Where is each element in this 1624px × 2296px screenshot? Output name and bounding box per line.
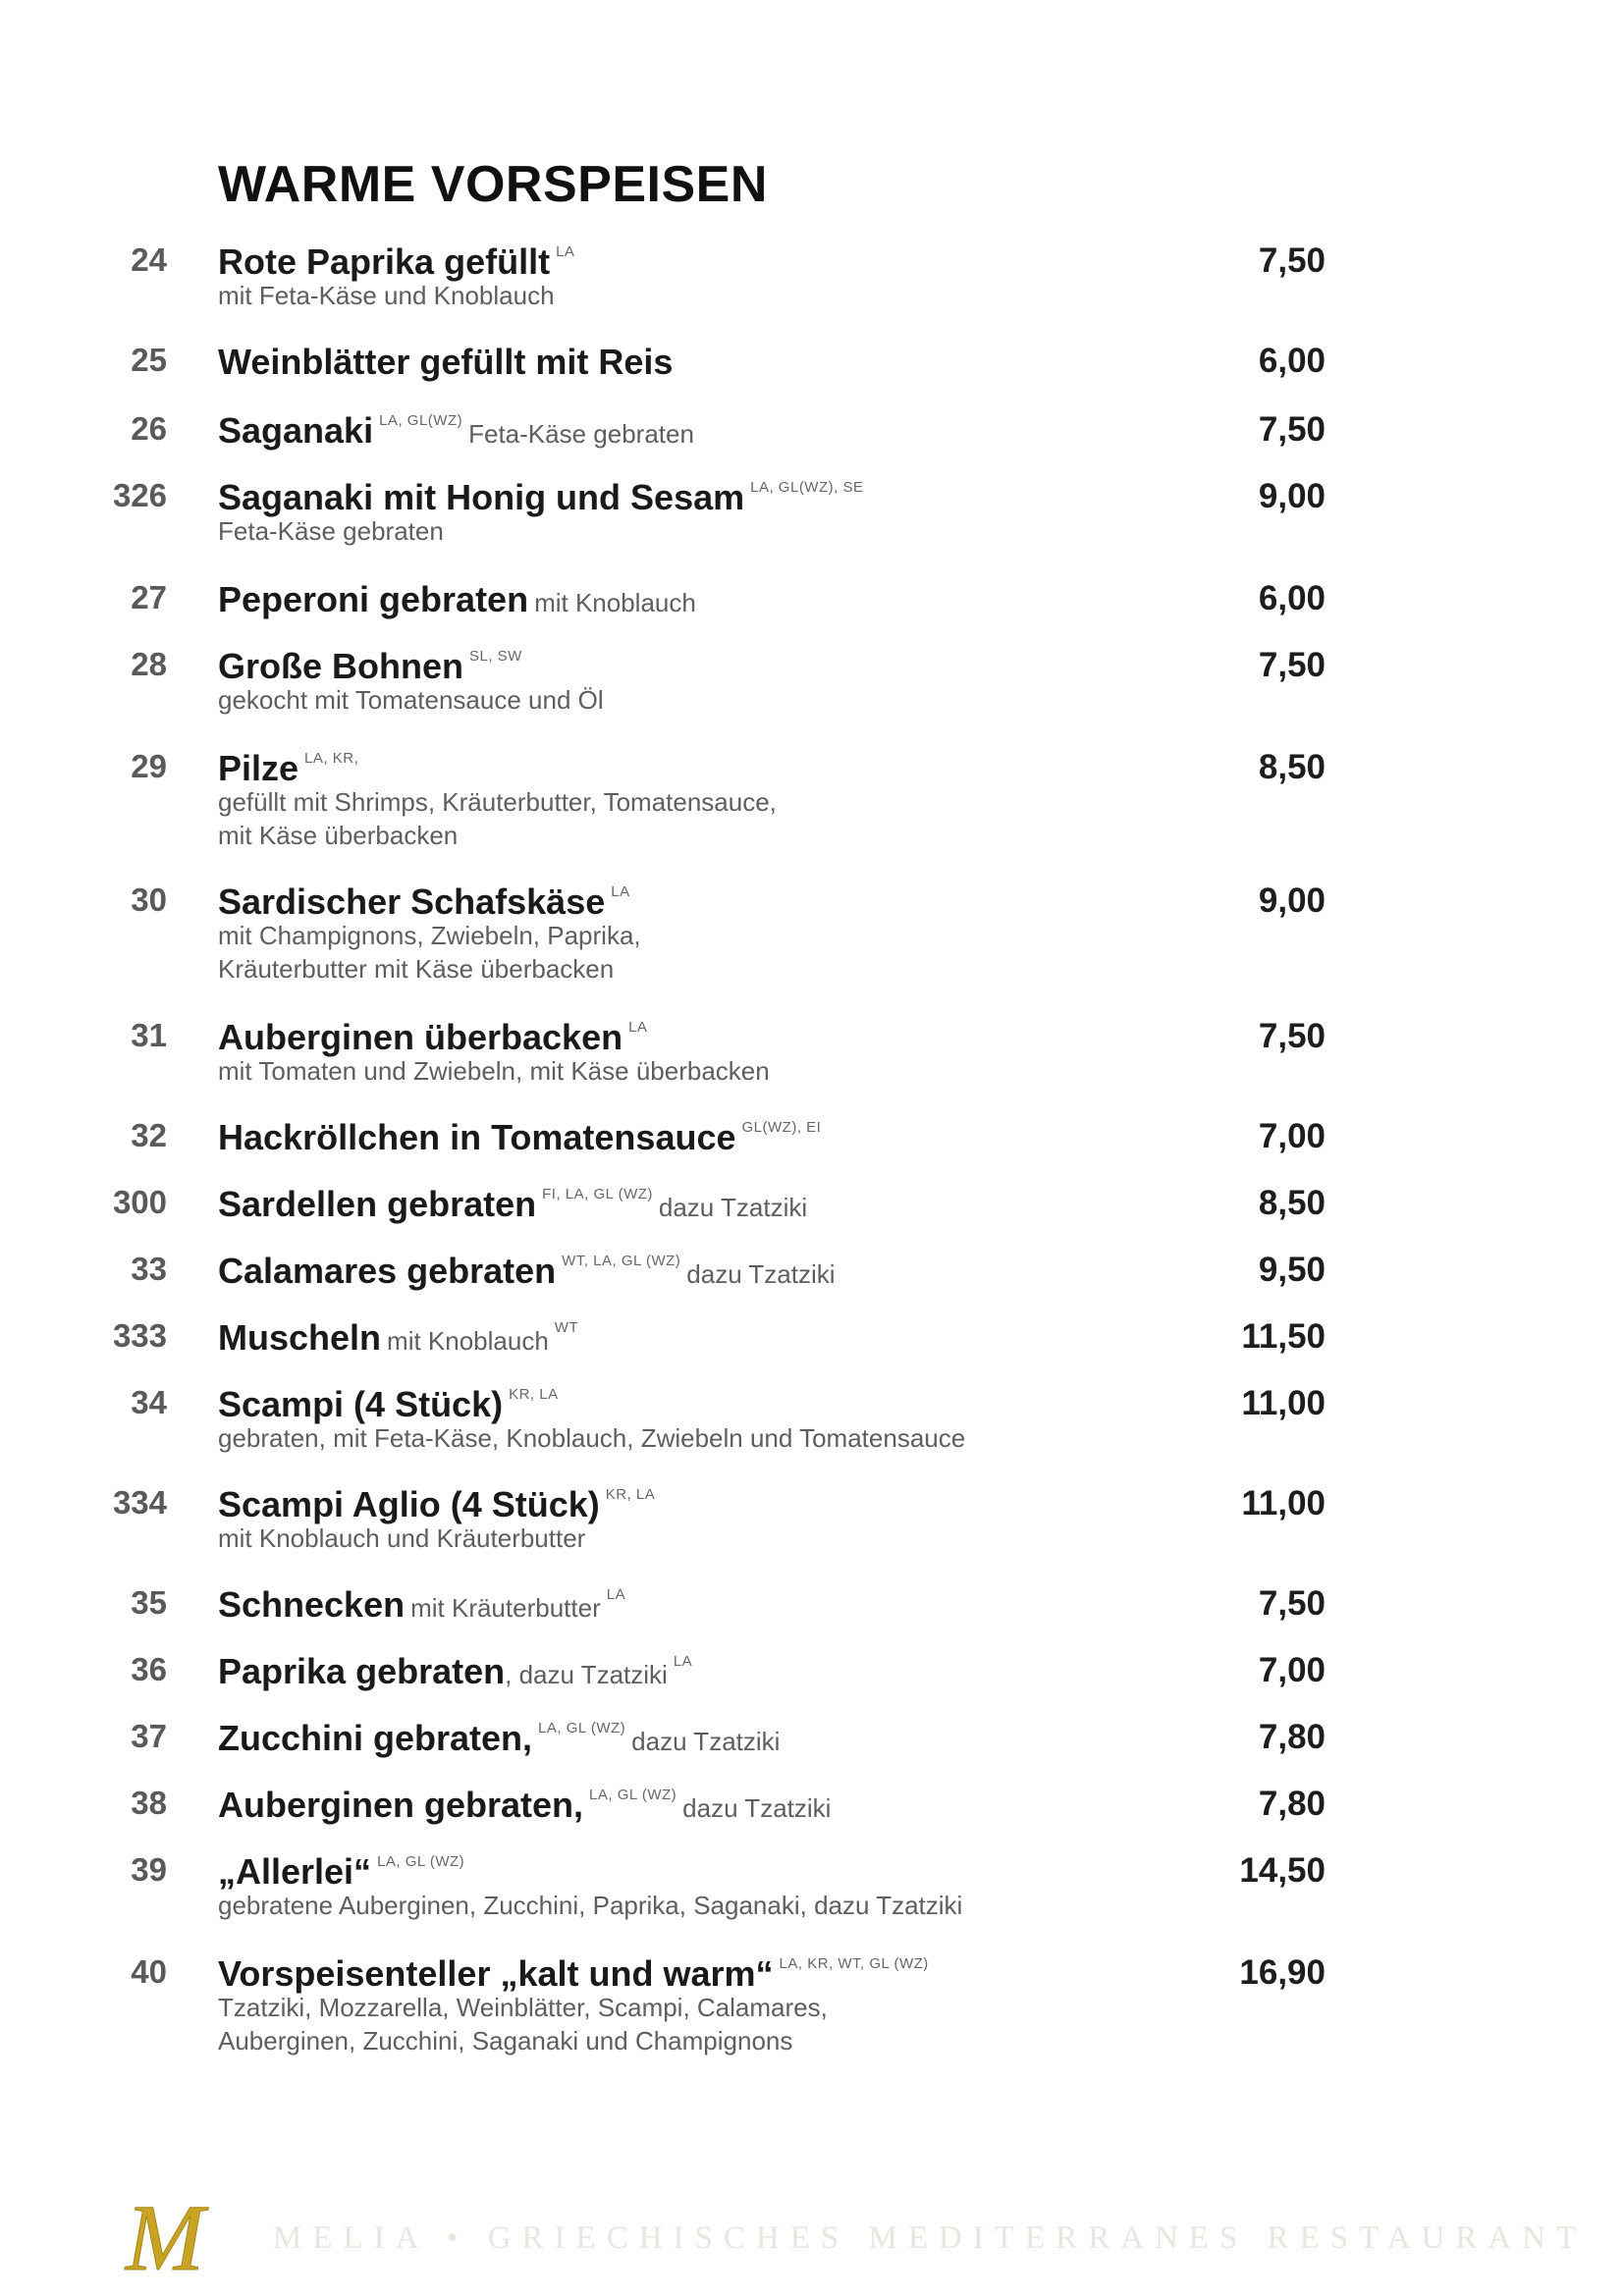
item-heading	[218, 1484, 655, 1525]
allergen-codes: LA, GL (WZ)	[377, 1853, 465, 1870]
item-price: 7,80	[1258, 1718, 1326, 1756]
item-heading	[218, 241, 574, 283]
allergen-codes: SL, SW	[469, 648, 522, 665]
item-number: 333	[112, 1317, 167, 1354]
allergen-codes: LA, GL(WZ), SE	[750, 479, 864, 496]
item-heading	[218, 1851, 464, 1893]
item-description: mit Feta-Käse und Knoblauch	[218, 281, 555, 310]
allergen-codes: GL(WZ), EI	[741, 1119, 822, 1136]
item-number: 27	[131, 579, 167, 615]
footer-tagline: MELIA • GRIECHISCHES MEDITERRANES RESTAURANT	[273, 2220, 1588, 2256]
item-number: 29	[131, 748, 167, 784]
allergen-codes: WT, LA, GL (WZ)	[562, 1253, 681, 1269]
item-heading	[218, 410, 694, 452]
item-heading	[218, 748, 358, 789]
item-price: 7,50	[1258, 646, 1326, 684]
item-name: Rote Paprika gefüllt	[218, 241, 551, 282]
item-description: Kräuterbutter mit Käse überbacken	[218, 954, 615, 984]
item-name: „Allerlei“	[218, 1851, 372, 1892]
item-name: Scampi (4 Stück)	[218, 1384, 504, 1424]
item-heading	[218, 1317, 578, 1359]
item-name: Große Bohnen	[218, 646, 463, 686]
item-name: Sardischer Schafskäse	[218, 881, 606, 922]
allergen-codes: LA, GL (WZ)	[589, 1787, 677, 1803]
item-inline-description: dazu Tzatziki	[631, 1727, 781, 1756]
allergen-codes: FI, LA, GL (WZ)	[542, 1186, 653, 1202]
item-description: gefüllt mit Shrimps, Kräuterbutter, Tomatensauce,	[218, 787, 777, 817]
allergen-codes: LA	[556, 243, 575, 260]
item-number: 32	[131, 1117, 167, 1153]
item-description: gebratene Auberginen, Zucchini, Paprika, Saganaki, dazu Tzatziki	[218, 1891, 963, 1920]
item-number: 36	[131, 1651, 167, 1687]
item-inline-description: Feta-Käse gebraten	[468, 419, 694, 449]
item-description: gekocht mit Tomatensauce und Öl	[218, 685, 604, 715]
item-name: Scampi Aglio (4 Stück)	[218, 1484, 600, 1524]
item-heading	[218, 1251, 836, 1292]
allergen-codes: WT	[554, 1319, 579, 1336]
item-description: Feta-Käse gebraten	[218, 516, 444, 546]
item-price: 7,50	[1258, 241, 1326, 280]
melia-logo	[106, 2191, 224, 2281]
item-name: Sardellen gebraten	[218, 1184, 537, 1224]
item-name: Pilze	[218, 748, 299, 788]
item-price: 7,80	[1258, 1785, 1326, 1823]
item-heading	[218, 1651, 692, 1692]
item-inline-description: dazu Tzatziki	[658, 1193, 808, 1222]
item-price: 8,50	[1258, 1184, 1326, 1222]
item-description: mit Käse überbacken	[218, 821, 459, 850]
item-heading	[218, 646, 522, 687]
item-price: 11,50	[1241, 1317, 1326, 1356]
allergen-codes: LA, GL(WZ)	[379, 412, 463, 429]
item-name: Peperoni gebraten	[218, 579, 529, 619]
item-inline-description: , dazu Tzatziki	[505, 1660, 668, 1689]
item-price: 9,50	[1258, 1251, 1326, 1289]
item-description: gebraten, mit Feta-Käse, Knoblauch, Zwiebeln und Tomatensauce	[218, 1423, 966, 1453]
allergen-codes: KR, LA	[509, 1386, 559, 1403]
item-price: 11,00	[1241, 1484, 1326, 1522]
item-heading	[218, 342, 673, 383]
item-number: 24	[131, 241, 167, 278]
item-number: 31	[131, 1017, 167, 1053]
allergen-codes: KR, LA	[605, 1486, 656, 1503]
item-number: 334	[112, 1484, 167, 1521]
allergen-codes: LA, GL (WZ)	[538, 1720, 626, 1736]
item-description: mit Champignons, Zwiebeln, Paprika,	[218, 921, 641, 950]
item-number: 37	[131, 1718, 167, 1754]
item-number: 26	[131, 410, 167, 447]
item-description: mit Tomaten und Zwiebeln, mit Käse überbacken	[218, 1056, 770, 1086]
item-price: 11,00	[1241, 1384, 1326, 1422]
item-price: 7,50	[1258, 1017, 1326, 1055]
item-name: Auberginen gebraten,	[218, 1785, 584, 1825]
item-price: 7,00	[1258, 1651, 1326, 1689]
page-title: WARME VORSPEISEN	[218, 156, 768, 213]
item-inline-description: dazu Tzatziki	[682, 1793, 832, 1823]
item-heading	[218, 1017, 647, 1058]
item-heading	[218, 1785, 831, 1826]
item-heading	[218, 1718, 780, 1759]
item-number: 28	[131, 646, 167, 682]
item-description: Auberginen, Zucchini, Saganaki und Champignons	[218, 2026, 793, 2056]
item-price: 7,00	[1258, 1117, 1326, 1155]
allergen-codes: LA	[606, 1586, 626, 1603]
item-number: 38	[131, 1785, 167, 1821]
item-price: 7,50	[1258, 410, 1326, 449]
item-name: Saganaki mit Honig und Sesam	[218, 477, 745, 517]
item-name: Muscheln	[218, 1317, 382, 1358]
item-inline-description: mit Knoblauch	[534, 588, 696, 617]
item-description: Tzatziki, Mozzarella, Weinblätter, Scampi, Calamares,	[218, 1993, 828, 2022]
item-name: Paprika gebraten	[218, 1651, 506, 1691]
item-number: 30	[131, 881, 167, 918]
item-price: 6,00	[1258, 579, 1326, 617]
item-heading	[218, 1117, 821, 1158]
item-heading	[218, 477, 863, 518]
item-inline-description: dazu Tzatziki	[686, 1259, 836, 1289]
item-heading	[218, 881, 630, 923]
item-heading	[218, 1953, 929, 1995]
item-number: 34	[131, 1384, 167, 1420]
item-name: Saganaki	[218, 410, 374, 451]
item-price: 14,50	[1239, 1851, 1326, 1890]
allergen-codes: LA	[628, 1019, 648, 1036]
allergen-codes: LA	[673, 1653, 693, 1670]
item-heading	[218, 579, 696, 620]
item-number: 326	[112, 477, 167, 513]
allergen-codes: LA	[611, 883, 630, 900]
item-heading	[218, 1184, 807, 1225]
item-name: Zucchini gebraten,	[218, 1718, 533, 1758]
item-price: 9,00	[1258, 477, 1326, 515]
item-name: Schnecken	[218, 1584, 406, 1625]
logo-letter: M	[126, 2191, 204, 2281]
allergen-codes: LA, KR, WT, GL (WZ)	[779, 1955, 929, 1972]
item-number: 300	[112, 1184, 167, 1220]
item-name: Weinblätter gefüllt mit Reis	[218, 342, 674, 382]
item-price: 7,50	[1258, 1584, 1326, 1623]
item-heading	[218, 1584, 625, 1626]
item-name: Auberginen überbacken	[218, 1017, 623, 1057]
item-inline-description: mit Kräuterbutter	[410, 1593, 601, 1623]
item-number: 25	[131, 342, 167, 378]
item-price: 9,00	[1258, 881, 1326, 920]
item-inline-description: mit Knoblauch	[387, 1326, 549, 1356]
item-number: 33	[131, 1251, 167, 1287]
item-name: Hackröllchen in Tomatensauce	[218, 1117, 736, 1157]
item-price: 6,00	[1258, 342, 1326, 380]
item-name: Calamares gebraten	[218, 1251, 557, 1291]
item-number: 35	[131, 1584, 167, 1621]
item-heading	[218, 1384, 559, 1425]
item-number: 40	[131, 1953, 167, 1990]
allergen-codes: LA, KR,	[304, 750, 359, 767]
item-price: 16,90	[1239, 1953, 1326, 1992]
item-description: mit Knoblauch und Kräuterbutter	[218, 1523, 586, 1553]
item-name: Vorspeisenteller „kalt und warm“	[218, 1953, 774, 1994]
item-price: 8,50	[1258, 748, 1326, 786]
item-number: 39	[131, 1851, 167, 1888]
